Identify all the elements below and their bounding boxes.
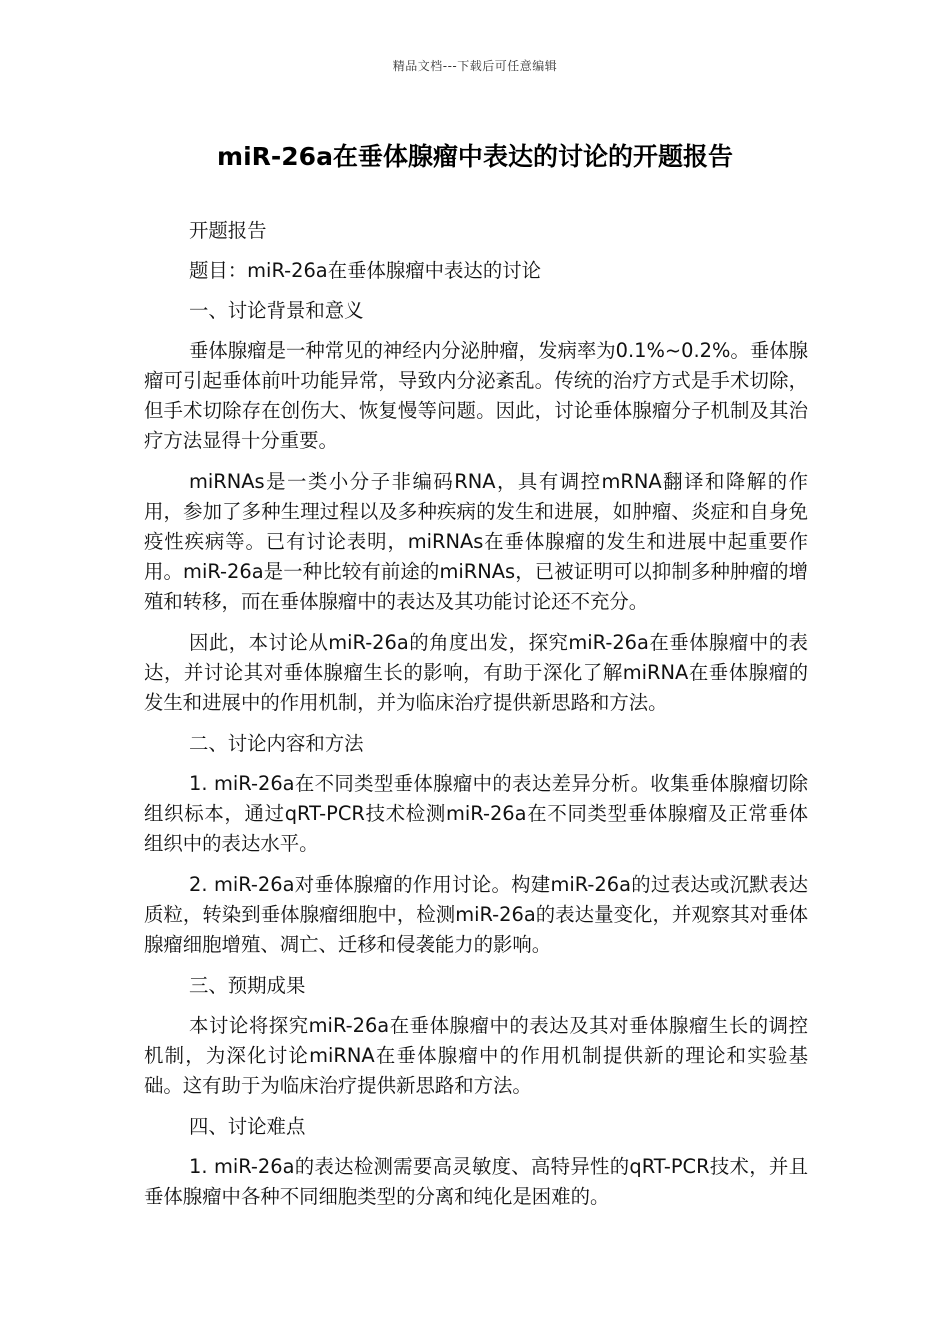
document-title: miR-26a在垂体腺瘤中表达的讨论的开题报告 <box>217 142 733 171</box>
section-heading: 二、讨论内容和方法 <box>189 732 364 755</box>
section-heading: 四、讨论难点 <box>189 1115 306 1138</box>
body-paragraph: 1. miR-26a在不同类型垂体腺瘤中的表达差异分析。收集垂体腺瘤切除组织标本，通过qRT-PCR技术检测miR-26a在不同类型垂体腺瘤及正常垂体组织中的表达水平。 <box>144 772 808 855</box>
body-paragraph: 垂体腺瘤是一种常见的神经内分泌肿瘤，发病率为0.1%~0.2%。垂体腺瘤可引起垂体前叶功能异常，导致内分泌紊乱。传统的治疗方式是手术切除，但手术切除存在创伤大、恢复慢等问题。因此，讨论垂体腺瘤分子机制及其治疗方法显得十分重要。 <box>144 339 808 452</box>
body-paragraph: miRNAs是一类小分子非编码RNA，具有调控mRNA翻译和降解的作用，参加了多种生理过程以及多种疾病的发生和进展，如肿瘤、炎症和自身免疫性疾病等。已有讨论表明，miRNAs在垂体腺瘤的发生和进展中起重要作用。miR-26a是一种比较有前途的miRNAs，已被证明可以抑制多种肿瘤的增殖和转移，而在垂体腺瘤中的表达及其功能讨论还不充分。 <box>144 470 808 613</box>
topic-line: 题目：miR-26a在垂体腺瘤中表达的讨论 <box>189 259 541 282</box>
document-body <box>144 216 808 1223</box>
body-paragraph: 2. miR-26a对垂体腺瘤的作用讨论。构建miR-26a的过表达或沉默表达质粒，转染到垂体腺瘤细胞中，检测miR-26a的表达量变化，并观察其对垂体腺瘤细胞增殖、凋亡、迁移和侵袭能力的影响。 <box>144 873 808 956</box>
header-note: 精品文档---下载后可任意编辑 <box>392 59 558 73</box>
body-paragraph: 1. miR-26a的表达检测需要高灵敏度、高特异性的qRT-PCR技术，并且垂体腺瘤中各种不同细胞类型的分离和纯化是困难的。 <box>144 1155 808 1208</box>
section-heading: 一、讨论背景和意义 <box>189 299 364 322</box>
body-paragraph: 本讨论将探究miR-26a在垂体腺瘤中的表达及其对垂体腺瘤生长的调控机制，为深化讨论miRNA在垂体腺瘤中的作用机制提供新的理论和实验基础。这有助于为临床治疗提供新思路和方法。 <box>144 1014 808 1097</box>
report-label: 开题报告 <box>189 219 267 242</box>
body-paragraph: 因此，本讨论从miR-26a的角度出发，探究miR-26a在垂体腺瘤中的表达，并讨论其对垂体腺瘤生长的影响，有助于深化了解miRNA在垂体腺瘤的发生和进展中的作用机制，并为临床治疗提供新思路和方法。 <box>144 631 808 714</box>
section-heading: 三、预期成果 <box>189 974 306 997</box>
